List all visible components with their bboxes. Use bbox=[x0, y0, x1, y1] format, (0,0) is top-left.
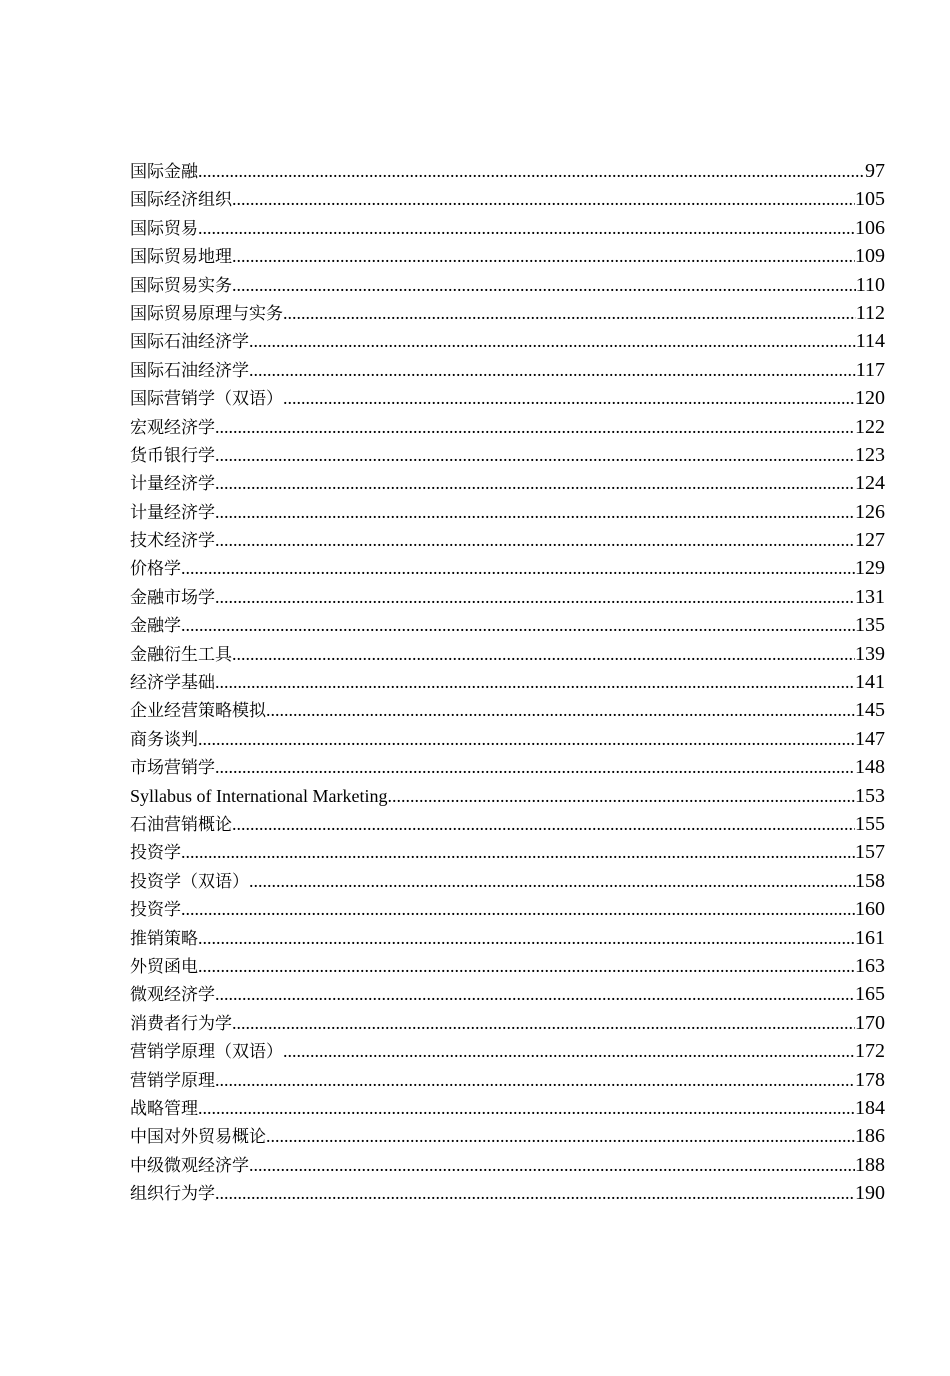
toc-entry[interactable] bbox=[130, 554, 885, 582]
toc-entry-title: 货币银行学 bbox=[130, 445, 215, 465]
toc-entry-title: 微观经济学 bbox=[130, 985, 215, 1005]
toc-dot-leader bbox=[215, 441, 855, 469]
toc-dot-leader bbox=[198, 924, 855, 952]
toc-entry-title: 中级微观经济学 bbox=[130, 1155, 249, 1175]
toc-entry[interactable] bbox=[130, 384, 885, 412]
toc-dot-leader bbox=[181, 611, 855, 639]
toc-dot-leader bbox=[181, 554, 855, 582]
toc-page-number: 120 bbox=[855, 387, 885, 410]
toc-entry-title: 战略管理 bbox=[130, 1098, 198, 1118]
toc-entry-title: 国际金融 bbox=[130, 162, 198, 181]
toc-dot-leader bbox=[266, 1122, 855, 1150]
toc-entry-title: 消费者行为学 bbox=[130, 1013, 232, 1033]
toc-entry[interactable] bbox=[130, 753, 885, 781]
toc-entry-title: 企业经营策略模拟 bbox=[130, 701, 266, 721]
toc-entry-title: 国际贸易地理 bbox=[130, 247, 232, 267]
toc-dot-leader bbox=[266, 696, 855, 724]
toc-page-number: 106 bbox=[855, 216, 885, 239]
toc-dot-leader bbox=[387, 782, 855, 810]
toc-page-number: 131 bbox=[855, 585, 885, 608]
toc-dot-leader bbox=[249, 327, 856, 355]
toc-page-number: 184 bbox=[855, 1096, 885, 1119]
toc-entry-title: 金融学 bbox=[130, 616, 181, 636]
toc-entry-title: 国际营销学（双语） bbox=[130, 389, 283, 409]
toc-entry[interactable] bbox=[130, 810, 885, 838]
toc-page-number: 124 bbox=[855, 472, 885, 495]
toc-entry[interactable] bbox=[130, 498, 885, 526]
toc-entry[interactable] bbox=[130, 185, 885, 213]
toc-page-number: 172 bbox=[855, 1040, 885, 1063]
toc-entry-title: 计量经济学 bbox=[130, 502, 215, 522]
toc-entry-title: 金融衍生工具 bbox=[130, 644, 232, 664]
toc-page-number: 153 bbox=[855, 784, 885, 807]
toc-page-number: 157 bbox=[855, 841, 885, 864]
toc-page-number: 155 bbox=[855, 812, 885, 835]
toc-entry[interactable] bbox=[130, 867, 885, 895]
toc-entry[interactable] bbox=[130, 668, 885, 696]
toc-entry[interactable] bbox=[130, 1094, 885, 1122]
table-of-contents bbox=[130, 157, 885, 1207]
toc-page-number: 160 bbox=[855, 898, 885, 921]
toc-entry-title: 价格学 bbox=[130, 559, 181, 579]
toc-dot-leader bbox=[198, 725, 855, 753]
toc-dot-leader bbox=[232, 242, 855, 270]
toc-entry[interactable] bbox=[130, 980, 885, 1008]
toc-dot-leader bbox=[283, 1037, 855, 1065]
toc-page-number: 109 bbox=[855, 245, 885, 268]
toc-entry[interactable] bbox=[130, 1179, 885, 1207]
toc-page-number: 158 bbox=[855, 869, 885, 892]
toc-page-number: 170 bbox=[855, 1011, 885, 1034]
toc-dot-leader bbox=[215, 980, 855, 1008]
toc-dot-leader bbox=[215, 668, 855, 696]
toc-entry[interactable] bbox=[130, 782, 885, 810]
toc-entry[interactable] bbox=[130, 1066, 885, 1094]
toc-entry-title: 外贸函电 bbox=[130, 956, 198, 976]
toc-entry-title: 国际石油经济学 bbox=[130, 360, 249, 380]
toc-entry-title: 营销学原理（双语） bbox=[130, 1042, 283, 1062]
toc-entry-title: 投资学（双语） bbox=[130, 871, 249, 891]
toc-entry[interactable] bbox=[130, 725, 885, 753]
toc-entry[interactable] bbox=[130, 838, 885, 866]
toc-page-number: 178 bbox=[855, 1068, 885, 1091]
toc-entry[interactable] bbox=[130, 696, 885, 724]
toc-entry[interactable] bbox=[130, 299, 885, 327]
toc-entry[interactable] bbox=[130, 214, 885, 242]
toc-page-number: 110 bbox=[855, 273, 885, 296]
toc-entry-title: 国际经济组织 bbox=[130, 190, 232, 210]
toc-entry-title: 组织行为学 bbox=[130, 1184, 215, 1204]
toc-entry-title: Syllabus of International Marketing bbox=[130, 785, 388, 806]
toc-dot-leader bbox=[198, 952, 855, 980]
toc-dot-leader bbox=[215, 526, 855, 554]
toc-entry[interactable] bbox=[130, 1151, 885, 1179]
toc-entry[interactable] bbox=[130, 640, 885, 668]
toc-page-number: 188 bbox=[855, 1153, 885, 1176]
toc-dot-leader bbox=[181, 838, 855, 866]
toc-dot-leader bbox=[249, 1151, 855, 1179]
toc-entry[interactable] bbox=[130, 242, 885, 270]
toc-entry-title: 国际贸易原理与实务 bbox=[130, 303, 283, 323]
toc-entry-title: 国际贸易实务 bbox=[130, 275, 232, 295]
toc-entry-title: 宏观经济学 bbox=[130, 417, 215, 437]
toc-dot-leader bbox=[215, 498, 855, 526]
toc-dot-leader bbox=[198, 157, 865, 185]
toc-entry-title: 中国对外贸易概论 bbox=[130, 1127, 266, 1147]
toc-dot-leader bbox=[215, 1066, 855, 1094]
toc-dot-leader bbox=[249, 867, 855, 895]
toc-entry[interactable] bbox=[130, 413, 885, 441]
toc-page-number: 123 bbox=[855, 443, 885, 466]
toc-entry-title: 商务谈判 bbox=[130, 729, 198, 749]
toc-entry[interactable] bbox=[130, 271, 885, 299]
toc-entry[interactable] bbox=[130, 924, 885, 952]
toc-entry[interactable] bbox=[130, 611, 885, 639]
toc-dot-leader bbox=[198, 1094, 855, 1122]
toc-dot-leader bbox=[215, 413, 855, 441]
toc-entry-title: 计量经济学 bbox=[130, 474, 215, 494]
toc-page-number: 147 bbox=[855, 727, 885, 750]
toc-entry-title: 国际贸易 bbox=[130, 218, 198, 238]
toc-dot-leader bbox=[232, 640, 855, 668]
toc-page-number: 165 bbox=[855, 983, 885, 1006]
toc-dot-leader bbox=[232, 185, 855, 213]
toc-entry-title: 石油营销概论 bbox=[130, 814, 232, 834]
toc-page-number: 190 bbox=[855, 1182, 885, 1205]
toc-page-number: 161 bbox=[855, 926, 885, 949]
toc-page-number: 117 bbox=[855, 358, 885, 381]
toc-entry[interactable] bbox=[130, 1122, 885, 1150]
toc-dot-leader bbox=[215, 469, 855, 497]
toc-dot-leader bbox=[283, 299, 856, 327]
toc-dot-leader bbox=[198, 214, 855, 242]
toc-page-number: 148 bbox=[855, 756, 885, 779]
toc-entry-title: 国际石油经济学 bbox=[130, 332, 249, 352]
toc-entry[interactable] bbox=[130, 469, 885, 497]
toc-entry[interactable] bbox=[130, 327, 885, 355]
toc-page-number: 126 bbox=[855, 500, 885, 523]
toc-page-number: 97 bbox=[865, 160, 885, 182]
toc-entry[interactable] bbox=[130, 356, 885, 384]
toc-page-number: 163 bbox=[855, 954, 885, 977]
toc-dot-leader bbox=[215, 583, 855, 611]
toc-dot-leader bbox=[232, 1009, 855, 1037]
toc-dot-leader bbox=[232, 810, 855, 838]
toc-entry-title: 经济学基础 bbox=[130, 673, 215, 693]
toc-entry[interactable] bbox=[130, 157, 885, 185]
toc-page-number: 139 bbox=[855, 642, 885, 665]
toc-page-number: 186 bbox=[855, 1125, 885, 1148]
toc-entry[interactable] bbox=[130, 526, 885, 554]
toc-dot-leader bbox=[215, 753, 855, 781]
toc-page-number: 112 bbox=[855, 301, 885, 324]
toc-entry-title: 投资学 bbox=[130, 900, 181, 920]
toc-page-number: 122 bbox=[855, 415, 885, 438]
toc-entry-title: 推销策略 bbox=[130, 928, 198, 948]
toc-page-number: 127 bbox=[855, 529, 885, 552]
toc-dot-leader bbox=[249, 356, 856, 384]
toc-entry[interactable] bbox=[130, 1009, 885, 1037]
toc-entry-title: 金融市场学 bbox=[130, 587, 215, 607]
toc-page-number: 129 bbox=[855, 557, 885, 580]
toc-entry-title: 技术经济学 bbox=[130, 531, 215, 551]
toc-entry[interactable] bbox=[130, 583, 885, 611]
toc-dot-leader bbox=[215, 1179, 855, 1207]
toc-entry[interactable] bbox=[130, 895, 885, 923]
toc-dot-leader bbox=[283, 384, 855, 412]
toc-entry-title: 投资学 bbox=[130, 843, 181, 863]
toc-entry[interactable] bbox=[130, 952, 885, 980]
toc-dot-leader bbox=[232, 271, 856, 299]
toc-page-number: 145 bbox=[855, 699, 885, 722]
toc-entry-title: 营销学原理 bbox=[130, 1070, 215, 1090]
toc-entry[interactable] bbox=[130, 441, 885, 469]
toc-page-number: 114 bbox=[855, 330, 885, 353]
toc-dot-leader bbox=[181, 895, 855, 923]
toc-entry[interactable] bbox=[130, 1037, 885, 1065]
toc-page-number: 141 bbox=[855, 671, 885, 694]
toc-entry-title: 市场营销学 bbox=[130, 758, 215, 778]
toc-page-number: 105 bbox=[855, 188, 885, 211]
toc-page-number: 135 bbox=[855, 614, 885, 637]
